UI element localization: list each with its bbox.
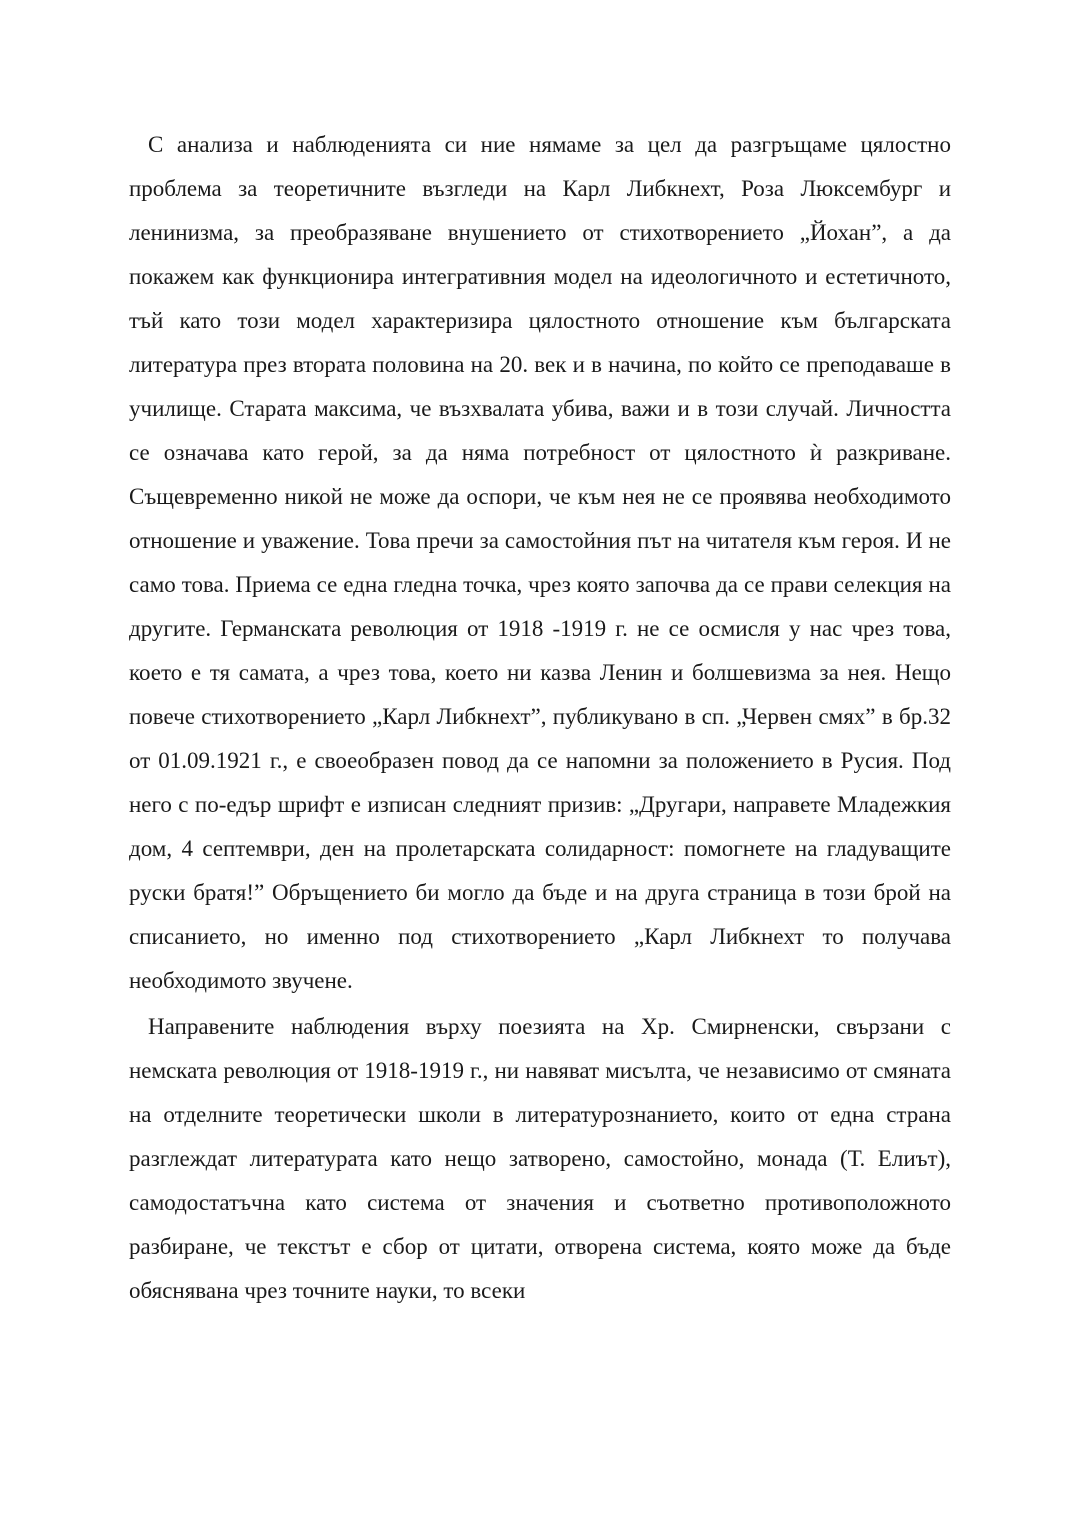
paragraph-2: Направените наблюдения върху поезията на Хр. Смирненски, свързани с немската революция от 1918-1919 г., ни навяват мисълта, че независимо от смяната на отделните теоретически школи в литературознанието, които от една страна разглеждат литературата като нещо затворено, самостойно, монада (Т. Елиът), самодостатъчна като система от значения и съответно противоположното разбиране, че текстът е сбор от цитати, отворена система, която може да бъде обяснявана чрез точните науки, то всеки xyxy=(129,1014,951,1303)
document-body xyxy=(129,123,951,1313)
paragraph-1: С анализа и наблюденията си ние нямаме за цел да разгръщаме цялостно проблема за теоретичните възгледи на Карл Либкнехт, Роза Люксембург и ленинизма, за преобразяване внушението от стихотворението „Йохан”, а да покажем как функционира интегративния модел на идеологичното и естетичното, тъй като този модел характеризира цялостното отношение към българската литература през втората половина на 20. век и в начина, по който се преподаваше в училище. Старата максима, че възхвалата убива, важи и в този случай. Личността се означава като герой, за да няма потребност от цялостното ѝ разкриване. Същевременно никой не може да оспори, че към нея не се проявява необходимото отношение и уважение. Това пречи за самостойния път на читателя към героя. И не само това. Приема се една гледна точка, чрез която започва да се прави селекция на другите. Германската революция от 1918 -1919 г. не се осмисля у нас чрез това, което е тя самата, а чрез това, което ни казва Ленин и болшевизма за нея. Нещо повече стихотворението „Карл Либкнехт”, публикувано в сп. „Червен смях” в бр.32 от 01.09.1921 г., е своеобразен повод да се напомни за положението в Русия. Под него с по-едър шрифт е изписан следният призив: „Другари, направете Младежкия дом, 4 септември, ден на пролетарската солидарност: помогнете на гладуващите руски братя!” Обръщението би могло да бъде и на друга страница в този брой на списанието, но именно под стихотворението „Карл Либкнехт то получава необходимото звучене. xyxy=(129,132,951,993)
